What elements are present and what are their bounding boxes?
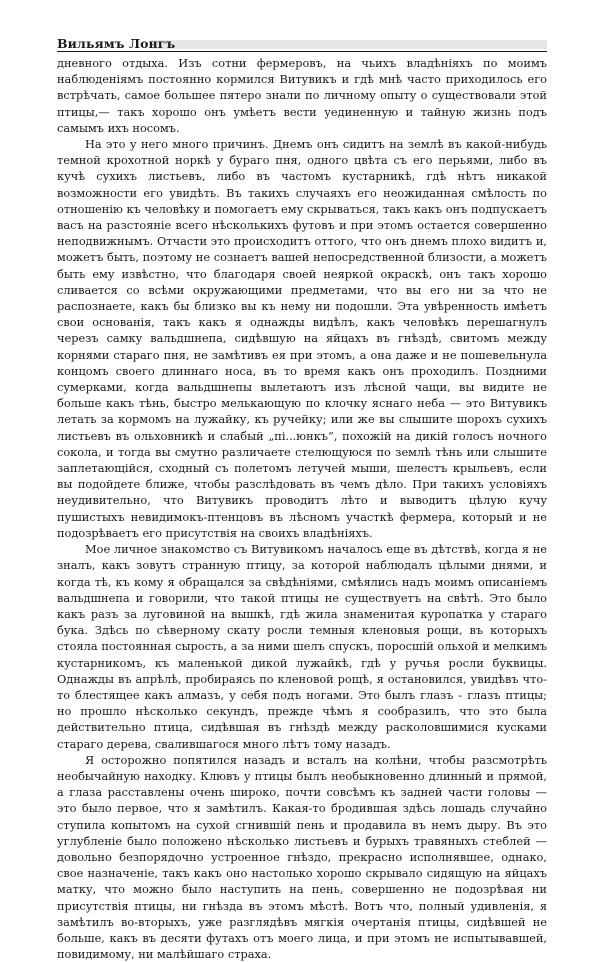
header-rule <box>57 51 547 52</box>
header-shade-bar <box>151 40 547 49</box>
paragraph-continued: дневного отдыха. Изъ сотни фермеровъ, на чьихъ владѣніяхъ по моимъ наблюденіямъ постоянно кормился Витувикъ и гдѣ мнѣ часто приходилось его встрѣчать, самое большее пятеро знали по личному опыту о существовали этой птицы,— такъ хорошо онъ умѣетъ вести уединенную и тайную жизнь подъ самымъ ихъ носомъ. <box>57 56 547 135</box>
body-text <box>57 55 547 962</box>
author-name: Вильямъ Лонгъ <box>57 36 176 51</box>
paragraph: На это у него много причинъ. Днемъ онъ сидитъ на землѣ въ какой-нибудь темной крохотной норкѣ у бураго пня, одного цвѣта съ его перьями, либо въ кучѣ сухихъ листьевъ, либо въ частомъ кустарникѣ, гдѣ нѣтъ никакой возможности его увидѣть. Въ такихъ случаяхъ его неожиданная смѣлость по отношенію къ человѣку и помогаетъ ему скрываться, такъ какъ онъ подпускаетъ васъ на разстояніе всего нѣсколькихъ футовъ и при этомъ остается совершенно неподвижнымъ. Отчасти это происходитъ оттого, что онъ днемъ плохо видитъ и, можетъ быть, поэтому не сознаетъ вашей непосредственной близости, а можетъ быть ему извѣстно, что благодаря своей неяркой окраскѣ, онъ такъ хорошо сливается со всѣми окружающими предметами, что вы его ни за что не распознаете, какъ бы близко вы къ нему ни подошли. Эта увѣренность имѣетъ свои основанія, такъ какъ я однажды видѣлъ, какъ человѣкъ перешагнулъ черезъ самку вальдшнепа, сидѣвшую на яйцахъ въ гнѣздѣ, свитомъ между корнями стараго пня, не замѣтивъ ея при этомъ, а она даже и не пошевельнула концомъ своего длиннаго носа, въ то время какъ онъ проходилъ. Поздними сумерками, когда вальдшнепы вылетаютъ изъ лѣсной чащи, вы видите не больше какъ тѣнь, быстро мелькающую по клочку яснаго неба — это Витувикъ летать за кормомъ на лужайку, къ ручейку; или же вы слышите шорохъ сухихъ листьевъ въ ольховникѣ и слабый „пі...юнкъ“, похожій на дикій голосъ ночного сокола, и тогда вы смутно различаете стелющуюся по землѣ тѣнь или слышите заплетающійся, сходный съ полетомъ летучей мыши, шелестъ крыльевъ, если вы подойдете ближе, чтобы разслѣдовать въ чемъ дѣло. При такихъ условіяхъ неудивительно, что Витувикъ проводитъ лѣто и выводитъ цѣлую кучу пушистыхъ невидимокъ-птенцовъ въ лѣсномъ участкѣ фермера, который и не подозрѣваетъ его присутствія на своихъ владѣніяхъ. <box>57 137 547 540</box>
book-page <box>57 34 547 962</box>
running-header <box>57 34 547 52</box>
paragraph: Мое личное знакомство съ Витувикомъ началось еще въ дѣтствѣ, когда я не зналъ, какъ зовутъ странную птицу, за которой наблюдалъ цѣлыми днями, и когда тѣ, къ кому я обращался за свѣдѣніями, смѣялись надъ моимъ описаніемъ вальдшнепа и говорили, что такой птицы не существуетъ на свѣтѣ. Это было какъ разъ за луговиной на вышкѣ, гдѣ жила знаменитая куропатка у стараго бука. Здѣсь по сѣверному скату росли темныя кленовыя рощи, въ которыхъ стояла постоянная сырость, а за ними шелъ спускъ, поросшій ольхой и мелкимъ кустарникомъ, къ маленькой дикой лужайкѣ, гдѣ у ручья росли буквицы. Однажды въ апрѣлѣ, пробираясь по кленовой рощѣ, я остановился, увидѣвъ что-то блестящее какъ алмазъ, у себя подъ ногами. Это былъ глазъ - глазъ птицы; но прошло нѣсколько секундъ, прежде чѣмъ я сообразилъ, что это была действительно птица, сидѣвшая въ гнѣздѣ между расколовшимися кусками стараго дерева, свалившагося много лѣтъ тому назадъ. <box>57 542 547 751</box>
paragraph: Я осторожно попятился назадъ и всталъ на колѣни, чтобы разсмотрѣть необычайную находку. Клювъ у птицы былъ необыкновенно длинный и прямой, а глаза расставлены очень широко, почти совсѣмъ къ задней части головы — это было первое, что я замѣтилъ. Какая-то бродившая здѣсь лошадь случайно ступила копытомъ на сухой сгнившій пень и продавила въ немъ дыру. Въ это углубленіе было положено нѣсколько листьевъ и бурыхъ травяныхъ стеблей — довольно безпорядочно устроенное гнѣздо, прекрасно исполнявшее, однако, свое назначеніе, такъ какъ оно настолько хорошо скрывало сидящую на яйцахъ матку, что можно было наступить на пень, совершенно не подозрѣвая ни присутствія птицы, ни гнѣзда въ этомъ мѣстѣ. Вотъ что, полный удивленія, я замѣтилъ во-вторыхъ, уже разглядѣвъ мягкія очертанія птицы, сидѣвшей не больше, какъ въ десяти футахъ отъ моего лица, и при этомъ не испытывавшей, повидимому, ни малѣйшаго страха. <box>57 752 547 962</box>
